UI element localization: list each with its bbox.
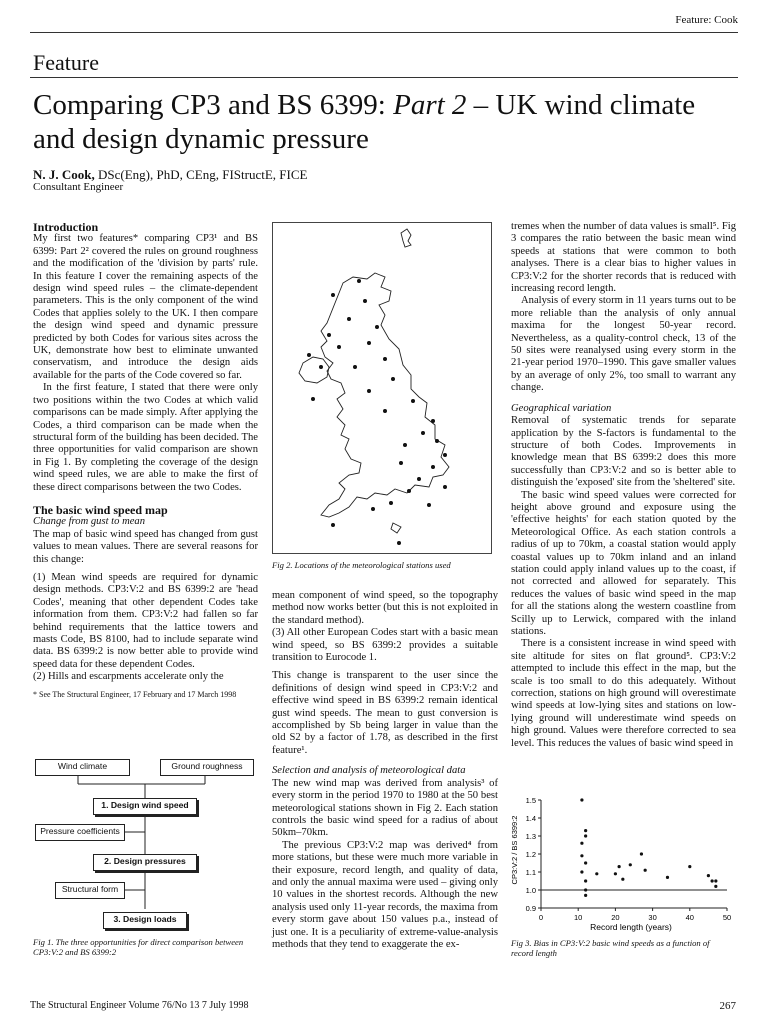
running-head: Feature: Cook — [675, 14, 738, 26]
fig3-x-axis-label: Record length (years) — [590, 922, 672, 932]
fig3-x-tick-label: 10 — [574, 913, 583, 922]
intro-paragraph-1: My first two features* comparing CP3¹ and BS 6399: Part 2² covered the rules on ground roughness and the modification of the 'division by parts' rule. In this feature I cover the remaining aspects of the design wind speed rules – the climate-dependent parameters. This is the only component of the wind Codes that applies solely to the UK. I then compare the design wind speed and dynamic pressure predicted by both Codes for various sites across the UK, demonstrate how best to eliminate unwanted conservatism, and introduce the design aids available for the parts of the Code covered so far. — [33, 233, 258, 381]
fig3-points — [580, 798, 717, 897]
fig3-y-tick-label: 1.5 — [525, 796, 536, 805]
bws-paragraph-2: (1) Mean wind speeds are required for dynamic design methods. CP3:V:2 and BS 6399:2 are 'head Codes', meaning that other dependent Codes take information from them. CP3:V:2 had fallen so far behind requirements that the lattice towers and masts Code, BS 8100, had to include separate wind data. BS 6399:2 is now better able to provide wind speed data for these dependent Codes. — [33, 571, 258, 670]
fig1-box-ground-roughness: Ground roughness — [160, 759, 254, 776]
fig3-x-tick-label: 0 — [538, 913, 544, 922]
fig3-y-tick-label: 1.3 — [525, 832, 536, 841]
fig3-y-tick-label: 1.2 — [525, 850, 536, 859]
geo-heading: Geographical variation — [511, 402, 612, 414]
fig3-data-point — [584, 894, 587, 897]
title-part2: Part 2 — [393, 89, 467, 121]
uk-station-map — [273, 223, 491, 553]
title-part1: Comparing CP3 and BS 6399: — [33, 89, 394, 121]
bws-subheading: Change from gust to mean — [33, 516, 146, 528]
fig1-box-wind-climate: Wind climate — [35, 759, 130, 776]
fig3-data-point — [711, 879, 714, 882]
fig3-data-point — [584, 861, 587, 864]
intro-paragraph-2: In the first feature, I stated that there were only two positions within the two Codes at which valid comparisons can be made simply. After applying the Codes, a third comparison can be made when the structural form of the building has been decided. The three opportunities for valid comparison are shown in Fig 1. By completing the coverage of the design wind speed rules, we are able to make the first of these direct comparisons between the two Codes. — [33, 382, 258, 493]
fig3-data-point — [688, 865, 691, 868]
footnote: * See The Structural Engineer, 17 February and 17 March 1998 — [33, 689, 237, 699]
fig3-x-tick-label: 20 — [611, 913, 620, 922]
fig3-data-point — [584, 834, 587, 837]
fig2-map-frame — [272, 222, 492, 554]
fig3-data-point — [666, 876, 669, 879]
col2-paragraph-1: mean component of wind speed, so the topography method now works better (but this is not exploited in the standard method). — [272, 590, 498, 626]
selection-heading: Selection and analysis of meteorological data — [272, 765, 466, 777]
fig2-caption: Fig 2. Locations of the meteorological stations used — [272, 560, 451, 570]
fig1-connectors — [33, 754, 258, 934]
column-1 — [33, 221, 258, 699]
section-label: Feature — [33, 50, 99, 75]
author-credentials: DSc(Eng), PhD, CEng, FIStructE, FICE — [94, 167, 308, 182]
fig3-data-point — [595, 872, 598, 875]
bws-paragraph-3: (2) Hills and escarpments accelerate only the — [33, 671, 224, 683]
fig3-data-point — [580, 870, 583, 873]
selection-paragraph-2: The previous CP3:V:2 map was derived⁴ from more stations, but these were much more variable in their exposure, record length, and quality of data, and only the annual maxima were used – giving only 10 values in the shortest records. Although the new analysis used only 11-year records, the maxima from every storm gave about 150 values p.a., instead of just one. It is a peculiarity of extreme-value-analysis methods that they tend to exaggerate the ex- — [272, 839, 498, 950]
section-rule — [30, 77, 738, 78]
fig1-box-structural-form: Structural form — [55, 882, 125, 899]
fig3-x-tick-label: 30 — [648, 913, 657, 922]
fig3-data-point — [584, 888, 587, 891]
fig3-axes — [526, 796, 732, 922]
fig3-x-tick-label: 40 — [685, 913, 694, 922]
fig3-data-point — [584, 829, 587, 832]
geo-paragraph-1: Removal of systematic trends for separate application by the S-factors is fundamental to the structure of both Codes. Improvements in knowledge mean that BS 6399:2 does this more successfully than CP3:V:2 and so is better able to distinguish the 'exposed' site from the 'sheltered' site. — [511, 415, 736, 489]
fig1-box-design-pressures: 2. Design pressures — [93, 854, 197, 871]
fig3-data-point — [580, 798, 583, 801]
fig3-data-point — [618, 865, 621, 868]
fig3-data-point — [580, 854, 583, 857]
intro-heading: Introduction — [33, 220, 99, 234]
selection-paragraph-1: The new wind map was derived from analysis³ of every storm in the period 1970 to 1980 at the 50 best meteorological stations shown in Fig 2. Each station controls the basic wind speed for a radius of about 50km–70km. — [272, 777, 498, 839]
fig3-data-point — [584, 879, 587, 882]
fig1-caption: Fig 1. The three opportunities for direct comparison between CP3:V:2 and BS 6399:2 — [33, 937, 244, 957]
fig3-y-tick-label: 1.0 — [525, 886, 536, 895]
column-2 — [272, 590, 498, 951]
col2-paragraph-2: (3) All other European Codes start with a basic mean wind speed, so BS 6399:2 provides a suitable transition to Eurocode 1. — [272, 627, 498, 664]
fig3-data-point — [614, 872, 617, 875]
fig3-y-axis-label: CP3:V:2 / BS 6399:2 — [510, 815, 519, 885]
title-part3: – UK wind climate and design dynamic pressure — [33, 89, 696, 155]
fig3-y-tick-label: 1.4 — [525, 814, 536, 823]
bws-paragraph-1: The map of basic wind speed has changed from gust values to mean values. There are several reasons for this change: — [33, 528, 258, 565]
fig3-y-tick-label: 0.9 — [525, 904, 536, 913]
bws-heading: The basic wind speed map — [33, 502, 168, 517]
footer-page-number: 267 — [719, 1000, 736, 1012]
author-role: Consultant Engineer — [33, 181, 124, 193]
fig1-box-pressure-coefficients: Pressure coefficients — [35, 824, 125, 841]
fig3-caption: Fig 3. Bias in CP3:V:2 basic wind speeds as a function of record length — [511, 938, 710, 958]
fig1-diagram — [33, 754, 258, 934]
footer-journal: The Structural Engineer Volume 76/No 13 7 July 1998 — [30, 1000, 249, 1011]
fig3-chart — [505, 790, 740, 938]
fig3-data-point — [714, 885, 717, 888]
fig3-data-point — [629, 863, 632, 866]
header-rule — [30, 32, 738, 33]
fig3-data-point — [640, 852, 643, 855]
fig3-data-point — [707, 874, 710, 877]
col3-paragraph-1: tremes when the number of data values is small⁵. Fig 3 compares the ratio between the basic mean wind speeds at stations that were common to both analyses. There is a clear bias to higher values in CP3:V:2 for the shorter records that is reduced with increasing record length. — [511, 221, 736, 295]
author-name: N. J. Cook, — [33, 167, 95, 182]
col3-paragraph-2: Analysis of every storm in 11 years turns out to be more reliable than the analysis of only annual maxima for the longest 50-year record. Nevertheless, as a quality-control check, 13 of the 50 sites were reanalysed using every storm in the 21-year period 1970–1990. This gave smaller values by an average of only 2%, too small to warrant any change. — [511, 295, 736, 394]
fig1-box-design-wind-speed: 1. Design wind speed — [93, 798, 197, 815]
geo-paragraph-2: The basic wind speed values were corrected for height above ground and exposure using the 'effective heights' for each station quoted by the Meteorological Office. As each station controls a radius of up to 70km, a coastal station would apply coastal values up to 70km inland and an inland station could apply inland values up to the coast, if not corrected and allowed for separately. This reduces the values of basic wind speed in the map for all the stations along the western coastline from Scilly up to Lerwick, compared with the inland stations. — [511, 489, 736, 637]
fig3-data-point — [580, 842, 583, 845]
fig3-data-point — [644, 869, 647, 872]
geo-paragraph-3: There is a consistent increase in wind speed with site altitude for sites on flat ground⁵. CP3:V:2 attempted to include this effect in the map, but the scale is too small to do this adequately. Without correction, stations on high ground will overestimate wind speeds at low-lying sites and stations on low-lying ground will underestimate wind speeds on high ground. Values were therefore corrected to sea level. This reduces the values of basic wind speed in — [511, 638, 736, 749]
fig3-y-tick-label: 1.1 — [525, 868, 536, 877]
fig3-x-tick-label: 50 — [722, 913, 732, 922]
col2-paragraph-3: This change is transparent to the user since the definitions of design wind speed in CP3:V:2 and effective wind speed in BS 6399:2 remain identical gust wind speeds. The mean to gust conversion is accomplished by Sb being larger in value than the old S2 by a factor of 1.78, as described in the first feature¹. — [272, 670, 498, 756]
column-3 — [511, 221, 736, 750]
fig3-data-point — [621, 878, 624, 881]
fig1-box-design-loads: 3. Design loads — [103, 912, 187, 929]
article-title — [33, 88, 743, 156]
fig3-data-point — [714, 879, 717, 882]
